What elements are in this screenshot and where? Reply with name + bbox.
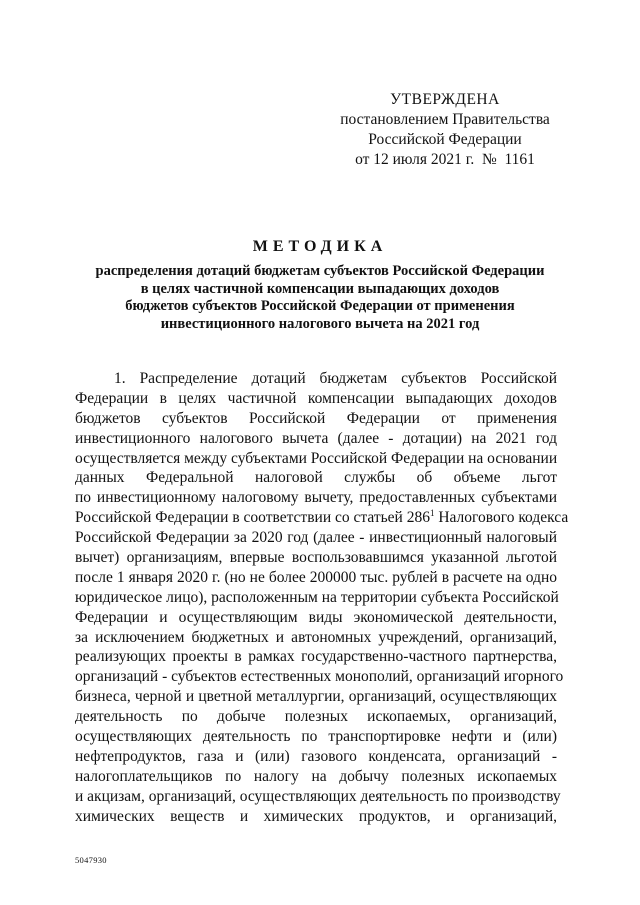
text-line: 1. Распределение дотаций бюджетам субъектов Российской — [114, 370, 557, 387]
text-line: реализующих проекты в рамках государственно-частного партнерства, — [75, 648, 557, 666]
text-line: Российской Федерации за 2020 год (далее - инвестиционный налоговый — [75, 529, 557, 547]
text-line: Федерации в целях частичной компенсации выпадающих доходов — [75, 389, 557, 407]
text-segment: Налогового кодекса — [434, 509, 569, 527]
text-line: вычет) организациям, впервые воспользовавшимся указанной льготой — [75, 549, 557, 567]
text-line: и акцизам, организаций, осуществляющих деятельность по производству — [75, 787, 561, 805]
subtitle-line: распределения дотаций бюджетам субъектов Российской Федерации — [95, 263, 545, 279]
text-line: налогоплательщиков по налогу на добычу полезных ископаемых — [75, 767, 557, 785]
text-line: осуществляющих деятельность по транспортировке нефти и (или) — [75, 728, 557, 746]
text-line: данных Федеральной налоговой службы об объеме льгот — [75, 469, 557, 487]
paragraph-1 — [75, 369, 569, 826]
approval-title: УТВЕРЖДЕНА — [390, 91, 500, 108]
approval-stamp — [330, 90, 560, 170]
approval-line-2: Российской Федерации — [368, 131, 522, 148]
text-line: инвестиционного налогового вычета (далее - дотации) на 2021 год — [75, 429, 557, 447]
text-line: осуществляется между субъектами Российской Федерации на основании — [75, 449, 558, 467]
subtitle-line: инвестиционного налогового вычета на 2021 год — [160, 315, 480, 332]
document-subtitle — [70, 263, 570, 333]
text-line: после 1 января 2020 г. (но не более 200000 тыс. рублей в расчете на одно — [75, 568, 557, 586]
text-line: по инвестиционному налоговому вычету, предоставленных субъектами — [75, 489, 557, 507]
article-superscript: 1 — [429, 508, 435, 519]
text-line: бюджетов субъектов Российской Федерации от применения — [75, 409, 557, 427]
subtitle-line: бюджетов субъектов Российской Федерации от применения — [125, 298, 515, 314]
text-line: бизнеса, черной и цветной металлургии, организаций, осуществляющих — [75, 688, 557, 706]
text-line: за исключением бюджетных и автономных учреждений, организаций, — [75, 628, 557, 646]
text-segment: Российской Федерации в соответствии со статьей 286 — [75, 509, 430, 527]
subtitle-line: в целях частичной компенсации выпадающих доходов — [140, 280, 500, 297]
document-code: 5047930 — [75, 855, 107, 865]
approval-line-3: от 12 июля 2021 г. № 1161 — [355, 151, 535, 168]
approval-line-1: постановлением Правительства — [340, 111, 550, 128]
document-title: МЕТОДИКА — [252, 238, 388, 255]
text-line: деятельность по добыче полезных ископаемых, организаций, — [75, 708, 557, 726]
text-line: нефтепродуктов, газа и (или) газового конденсата, организаций - — [75, 747, 557, 765]
text-line: химических веществ и химических продуктов, и организаций, — [75, 807, 557, 825]
text-line-with-footnote — [75, 508, 569, 528]
text-line: организаций - субъектов естественных монополий, организаций игорного — [75, 668, 564, 686]
text-line: Федерации и осуществляющим виды экономической деятельности, — [75, 608, 557, 626]
text-line: юридическое лицо), расположенным на территории субъекта Российской — [75, 588, 559, 606]
